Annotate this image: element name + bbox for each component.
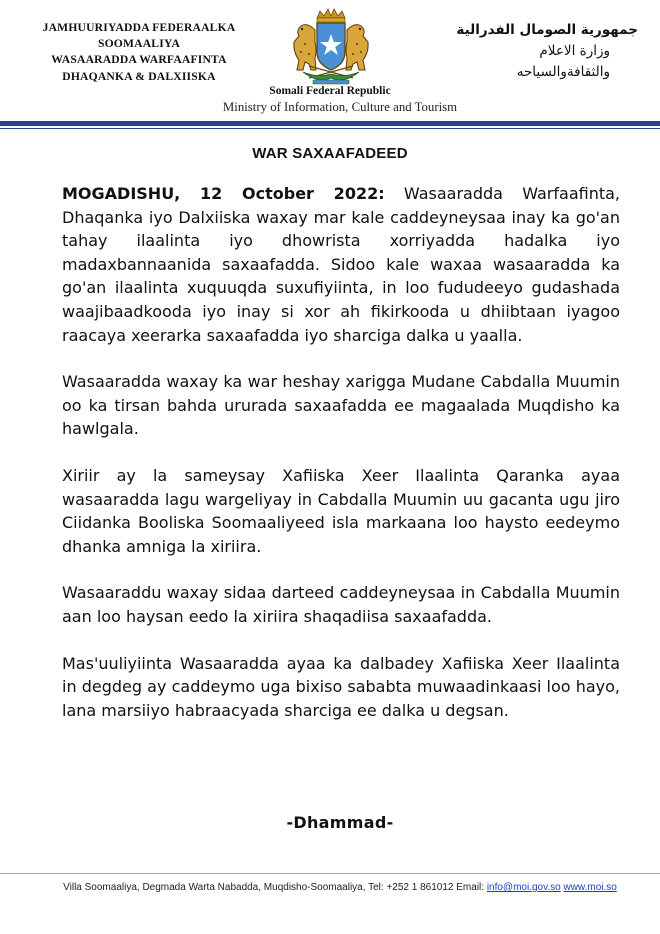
somalia-coat-of-arms-icon xyxy=(279,8,383,86)
letterhead-left-line: WASAARADDA WARFAAFINTA xyxy=(51,53,227,67)
letterhead-left-line: DHAQANKA & DALXIISKA xyxy=(62,69,216,83)
press-release-body xyxy=(62,182,620,745)
paragraph-text: Wasaaradda Warfaafinta, Dhaqanka iyo Dalxiiska waxay mar kale caddeyneysaa inay ka go'an tahay ilaalinta iyo dhowrista xorriyadda hadalka iyo madaxbannaanida saxaafadda. Sidoo kale waxaa wasaaradda ka go'an ilaalinta xuquuqda suxufiyiinta, in loo fududeeyo gudashada waajibaadkooda iyo inay si xor ah fikirkooda u dhiibtaan iyagoo raacaya xeerarka saxaafadda iyo sharciga dalka u yaalla. xyxy=(62,184,621,345)
letterhead-arabic-title xyxy=(428,20,638,83)
letterhead-left-line: JAMHUURIYADDA FEDERAALKA xyxy=(42,21,236,34)
paragraph: Wasaaraddu waxay sidaa darteed caddeyneysaa in Cabdalla Muumin aan loo haysan eedo la xiriira shaqadiisa saxaafadda. xyxy=(62,583,620,626)
email-link[interactable]: info@moi.gov.so xyxy=(486,882,561,893)
ministry-name: Ministry of Information, Culture and Tourism xyxy=(222,100,458,114)
footer-divider xyxy=(0,873,660,874)
header-divider-thick xyxy=(0,121,660,126)
document-title: WAR SAXAAFADEED xyxy=(252,145,408,162)
republic-name: Somali Federal Republic xyxy=(269,85,391,97)
footer xyxy=(0,882,660,893)
paragraph: Wasaaradda waxay ka war heshay xarigga Mudane Cabdalla Muumin oo ka tirsan bahda ururada saxaafadda ee magaalada Muqdisho ka hawlgala. xyxy=(62,372,620,439)
header-divider-thin xyxy=(0,128,660,129)
letterhead-right-line: وزارة الاعلام xyxy=(539,43,610,59)
paragraph xyxy=(62,182,620,347)
letterhead xyxy=(0,0,660,122)
website-link[interactable]: www.moi.so xyxy=(563,882,617,893)
letterhead-right-line: جمهورية الصومال الفدرالية xyxy=(456,22,638,38)
letterhead-left-line: SOOMAALIYA xyxy=(97,37,181,51)
paragraph: Xiriir ay la sameysay Xafiiska Xeer Ilaalinta Qaranka ayaa wasaaradda lagu wargeliyay in Cabdalla Muumin uu gacanta ugu jiro Ciidanka Booliska Soomaaliyeed isla markaana loo haysto eedeymo dhanka amniga la xiriira. xyxy=(62,465,620,556)
letterhead-somali-title xyxy=(28,20,250,85)
letterhead-right-line: والثقافةوالسياحه xyxy=(516,64,610,80)
footer-address: Villa Soomaaliya, Degmada Warta Nabadda, Muqdisho-Soomaaliya, Tel: +252 1 861012 Email: xyxy=(63,882,487,893)
closing-mark: -Dhammad- xyxy=(286,813,394,832)
paragraph: Mas'uuliyiinta Wasaaradda ayaa ka dalbadey Xafiiska Xeer Ilaalinta in degdeg ay caddeymo uga bixiso sababta muwaadinkaasi loo hayo, lana marsiiyo habraacyada sharciga ee dalka u degsan. xyxy=(62,653,620,720)
dateline: MOGADISHU, 12 October 2022: xyxy=(62,184,385,203)
